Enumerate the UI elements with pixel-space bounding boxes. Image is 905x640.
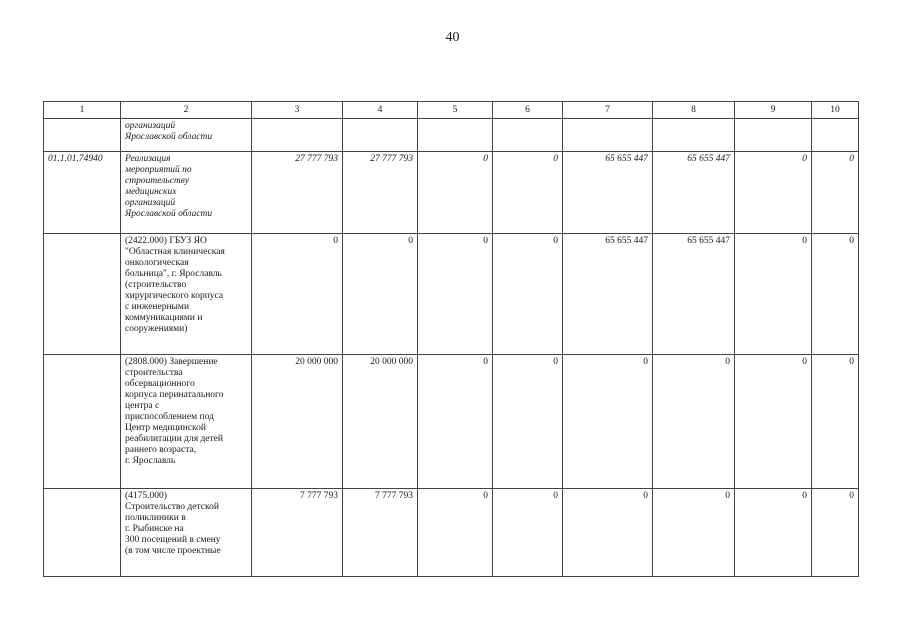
value-cell: 0 <box>735 489 812 577</box>
value-cell: 0 <box>493 152 563 234</box>
value-cell: 27 777 793 <box>252 152 343 234</box>
value-cell: 0 <box>493 355 563 489</box>
value-cell: 0 <box>418 152 493 234</box>
row-description: Реализация мероприятий по строительству медицинских организаций Ярославской области <box>121 152 252 234</box>
value-cell: 0 <box>563 355 653 489</box>
table-row <box>44 234 859 355</box>
header-cell: 9 <box>735 102 812 119</box>
value-cell: 0 <box>812 355 859 489</box>
table-row <box>44 119 859 152</box>
row-code <box>44 119 121 152</box>
value-cell <box>812 119 859 152</box>
value-cell: 0 <box>418 489 493 577</box>
value-cell: 0 <box>493 489 563 577</box>
value-cell: 20 000 000 <box>343 355 418 489</box>
header-row <box>44 102 859 119</box>
value-cell: 0 <box>653 489 735 577</box>
value-cell: 65 655 447 <box>563 234 653 355</box>
value-cell: 0 <box>563 489 653 577</box>
value-cell <box>343 119 418 152</box>
value-cell <box>735 119 812 152</box>
value-cell: 0 <box>735 234 812 355</box>
row-description: (4175.000) Строительство детской поликлиники в г. Рыбинске на 300 посещений в смену (в том числе проектные <box>121 489 252 577</box>
header-cell: 1 <box>44 102 121 119</box>
value-cell <box>493 119 563 152</box>
row-description: организаций Ярославской области <box>121 119 252 152</box>
header-cell: 8 <box>653 102 735 119</box>
value-cell <box>252 119 343 152</box>
page-number: 40 <box>445 30 460 45</box>
value-cell: 0 <box>653 355 735 489</box>
table-row <box>44 355 859 489</box>
budget-table <box>43 101 859 577</box>
value-cell: 0 <box>493 234 563 355</box>
value-cell: 0 <box>812 234 859 355</box>
header-cell: 7 <box>563 102 653 119</box>
row-description: (2422.000) ГБУЗ ЯО "Областная клиническая онкологическая больница", г. Ярославль (строительство хирургического корпуса с инженерными коммуникациями и сооружениями) <box>121 234 252 355</box>
row-code: 01.1.01.74940 <box>44 152 121 234</box>
header-cell: 5 <box>418 102 493 119</box>
header-cell: 2 <box>121 102 252 119</box>
table-body <box>44 102 859 577</box>
value-cell <box>653 119 735 152</box>
header-cell: 3 <box>252 102 343 119</box>
value-cell <box>418 119 493 152</box>
value-cell: 65 655 447 <box>653 234 735 355</box>
header-cell: 4 <box>343 102 418 119</box>
header-cell: 6 <box>493 102 563 119</box>
value-cell: 0 <box>418 234 493 355</box>
row-code <box>44 489 121 577</box>
value-cell <box>563 119 653 152</box>
header-cell: 10 <box>812 102 859 119</box>
value-cell: 65 655 447 <box>563 152 653 234</box>
value-cell: 7 777 793 <box>343 489 418 577</box>
value-cell: 0 <box>812 152 859 234</box>
row-code <box>44 234 121 355</box>
value-cell: 7 777 793 <box>252 489 343 577</box>
value-cell: 0 <box>735 152 812 234</box>
row-code <box>44 355 121 489</box>
value-cell: 20 000 000 <box>252 355 343 489</box>
table-row <box>44 152 859 234</box>
value-cell: 0 <box>252 234 343 355</box>
value-cell: 0 <box>418 355 493 489</box>
value-cell: 0 <box>812 489 859 577</box>
value-cell: 0 <box>343 234 418 355</box>
value-cell: 0 <box>735 355 812 489</box>
value-cell: 27 777 793 <box>343 152 418 234</box>
table-row <box>44 489 859 577</box>
row-description: (2808.000) Завершение строительства обсервационного корпуса перинатального центра с приспособлением под Центр медицинской реабилитации для детей раннего возраста, г. Ярославль <box>121 355 252 489</box>
value-cell: 65 655 447 <box>653 152 735 234</box>
